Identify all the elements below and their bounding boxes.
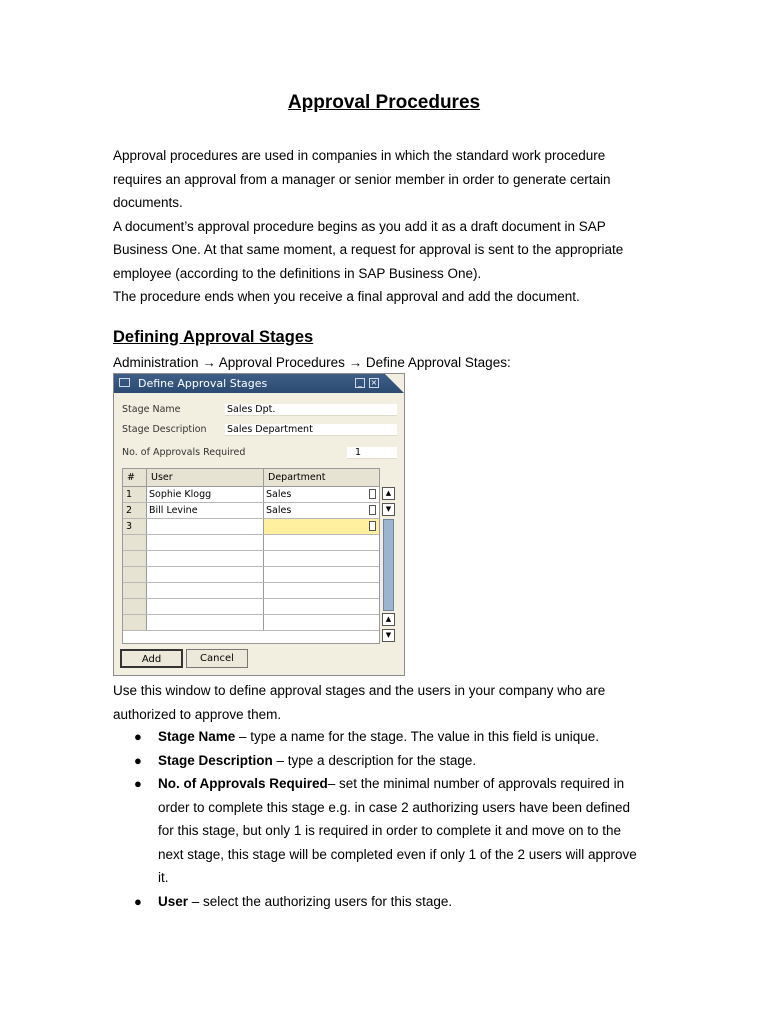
table-row[interactable]	[123, 615, 379, 631]
stage-description-label: Stage Description	[122, 424, 207, 435]
intro-line: documents.	[113, 195, 183, 210]
define-approval-stages-window	[113, 373, 405, 676]
row-number	[123, 599, 147, 614]
close-icon[interactable]: ×	[370, 378, 378, 387]
department-cell[interactable]	[264, 535, 379, 550]
field-bullet-list	[113, 725, 673, 913]
column-header-num: #	[123, 469, 147, 486]
bullet-term: Stage Name	[158, 729, 236, 744]
intro-line: employee (according to the definitions in SAP Business One).	[113, 265, 482, 281]
list-item	[113, 890, 673, 914]
approvals-required-label: No. of Approvals Required	[122, 447, 246, 458]
bullet-icon: ●	[134, 893, 142, 909]
column-header-user[interactable]: User	[147, 469, 264, 486]
row-number	[123, 615, 147, 630]
list-picker-icon[interactable]	[369, 505, 376, 515]
window-title: Define Approval Stages	[138, 377, 268, 390]
list-picker-icon[interactable]	[369, 489, 376, 499]
row-number: 2	[123, 503, 147, 518]
users-grid	[122, 468, 380, 644]
section-heading: Defining Approval Stages	[113, 328, 314, 346]
column-header-department[interactable]: Department	[268, 472, 326, 483]
add-button[interactable]: Add	[120, 649, 183, 668]
bullet-text: next stage, this stage will be completed even if only 1 of the 2 users will approve	[158, 846, 637, 862]
table-row[interactable]	[123, 599, 379, 615]
intro-line: A document’s approval procedure begins as you add it as a draft document in SAP	[113, 218, 606, 234]
row-number	[123, 535, 147, 550]
department-cell[interactable]	[264, 615, 379, 630]
stage-name-label: Stage Name	[122, 404, 181, 415]
user-cell[interactable]	[147, 615, 264, 630]
user-cell[interactable]	[147, 567, 264, 582]
scroll-down-icon[interactable]: ▼	[382, 503, 395, 516]
grid-header	[123, 469, 379, 487]
minimize-icon[interactable]: _	[355, 378, 365, 388]
scroll-up-icon[interactable]: ▲	[382, 487, 395, 500]
list-item	[113, 749, 673, 773]
scroll-up-icon[interactable]: ▲	[382, 613, 395, 626]
bullet-term: Stage Description	[158, 752, 273, 768]
bullet-term: User	[158, 893, 189, 909]
intro-line: The procedure ends when you receive a final approval and add the document.	[113, 289, 580, 304]
list-item	[113, 772, 673, 890]
table-row[interactable]	[123, 487, 379, 503]
bullet-icon: ●	[134, 729, 142, 744]
row-number: 1	[123, 487, 147, 502]
grid-scrollbar[interactable]	[382, 487, 395, 643]
department-cell[interactable]: Sales	[266, 489, 292, 500]
user-cell[interactable]	[147, 519, 264, 534]
intro-line: Approval procedures are used in companies in which the standard work procedure	[113, 148, 606, 163]
intro-line: requires an approval from a manager or senior member in order to generate certain	[113, 171, 611, 187]
user-cell[interactable]	[147, 583, 264, 598]
bullet-term: No. of Approvals Required	[158, 776, 328, 791]
window-description	[113, 679, 653, 726]
row-number: 3	[123, 519, 147, 534]
description-line: Use this window to define approval stages and the users in your company who are	[113, 683, 606, 698]
page-title: Approval Procedures	[287, 92, 481, 113]
department-cell[interactable]: Sales	[266, 505, 292, 516]
user-cell[interactable]: Sophie Klogg	[147, 487, 264, 502]
table-row[interactable]	[123, 535, 379, 551]
bullet-text: – set the minimal number of approvals required in	[327, 776, 625, 791]
menu-path: Administration → Approval Procedures → Define Approval Stages:	[113, 355, 511, 370]
row-number	[123, 583, 147, 598]
list-picker-icon[interactable]	[369, 521, 376, 531]
bullet-text: order to complete this stage e.g. in case 2 authorizing users have been defined	[158, 799, 631, 815]
bullet-text: it.	[158, 870, 169, 885]
department-cell[interactable]	[264, 551, 379, 566]
table-row[interactable]	[123, 503, 379, 519]
window-title-bar[interactable]	[114, 374, 404, 393]
scroll-down-icon[interactable]: ▼	[382, 629, 395, 642]
table-row[interactable]	[123, 519, 379, 535]
table-row[interactable]	[123, 583, 379, 599]
title-corner	[385, 374, 404, 393]
approvals-required-field[interactable]: 1	[347, 447, 397, 459]
intro-line: Business One. At that same moment, a request for approval is sent to the appropriate	[113, 242, 624, 257]
description-line: authorized to approve them.	[113, 706, 282, 722]
scroll-thumb[interactable]	[383, 519, 394, 611]
department-cell[interactable]	[264, 599, 379, 614]
bullet-text: for this stage, but only 1 is required in order to complete it and move on to the	[158, 823, 622, 838]
table-row[interactable]	[123, 551, 379, 567]
row-number	[123, 567, 147, 582]
row-number	[123, 551, 147, 566]
stage-name-field[interactable]: Sales Dpt.	[225, 404, 397, 416]
bullet-text: – select the authorizing users for this stage.	[188, 893, 453, 909]
user-cell[interactable]	[147, 535, 264, 550]
window-icon	[119, 378, 130, 387]
bullet-text: – type a description for the stage.	[272, 752, 477, 768]
bullet-text: – type a name for the stage. The value in this field is unique.	[235, 729, 600, 744]
bullet-icon: ●	[134, 752, 142, 768]
user-cell[interactable]	[147, 599, 264, 614]
list-item	[113, 725, 673, 749]
stage-description-field[interactable]: Sales Department	[225, 424, 397, 436]
department-cell-active[interactable]	[264, 519, 379, 534]
bullet-icon: ●	[134, 776, 142, 791]
user-cell[interactable]: Bill Levine	[147, 503, 264, 518]
cancel-button[interactable]: Cancel	[186, 649, 248, 668]
intro-paragraph	[113, 144, 653, 309]
department-cell[interactable]	[264, 583, 379, 598]
user-cell[interactable]	[147, 551, 264, 566]
department-cell[interactable]	[264, 567, 379, 582]
table-row[interactable]	[123, 567, 379, 583]
